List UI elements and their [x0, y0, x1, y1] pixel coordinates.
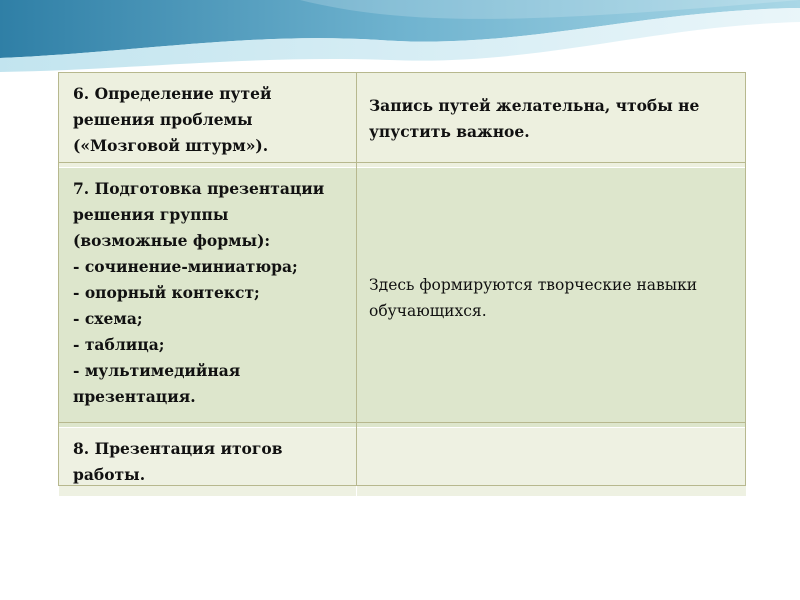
text-line: - сочинение-миниатюра; — [73, 257, 298, 276]
text-line: решения проблемы — [73, 110, 253, 129]
table-row — [59, 73, 747, 168]
text-line: - мультимедийная — [73, 361, 241, 380]
row-3-step — [59, 428, 357, 497]
text-line: обучающихся. — [369, 301, 487, 320]
table-row — [59, 168, 747, 428]
text-line: 6. Определение путей — [73, 84, 272, 103]
row-1-step — [59, 73, 357, 168]
text-line: упустить важное. — [369, 122, 530, 141]
text-line: - опорный контекст; — [73, 283, 260, 302]
text-line: - схема; — [73, 309, 143, 328]
content-table — [58, 72, 747, 497]
content-table-wrap — [58, 72, 746, 497]
text-line: 8. Презентация итогов — [73, 439, 283, 458]
text-line: («Мозговой штурм»). — [73, 136, 269, 155]
row-divider — [58, 162, 746, 163]
text-line: презентация. — [73, 387, 196, 406]
text-line: решения группы — [73, 205, 229, 224]
text-line: (возможные формы): — [73, 231, 271, 250]
text-line: Запись путей желательна, чтобы не — [369, 96, 700, 115]
row-1-comment — [357, 73, 747, 168]
text-line: 7. Подготовка презентации — [73, 179, 325, 198]
row-divider — [58, 422, 746, 423]
decorative-wave-banner — [0, 0, 800, 80]
table-row — [59, 428, 747, 497]
text-line: работы. — [73, 465, 146, 484]
text-line: - таблица; — [73, 335, 165, 354]
row-2-comment — [357, 168, 747, 428]
row-2-step — [59, 168, 357, 428]
column-divider — [356, 72, 357, 486]
row-3-comment-empty — [357, 428, 747, 497]
text-line: Здесь формируются творческие навыки — [369, 275, 698, 294]
